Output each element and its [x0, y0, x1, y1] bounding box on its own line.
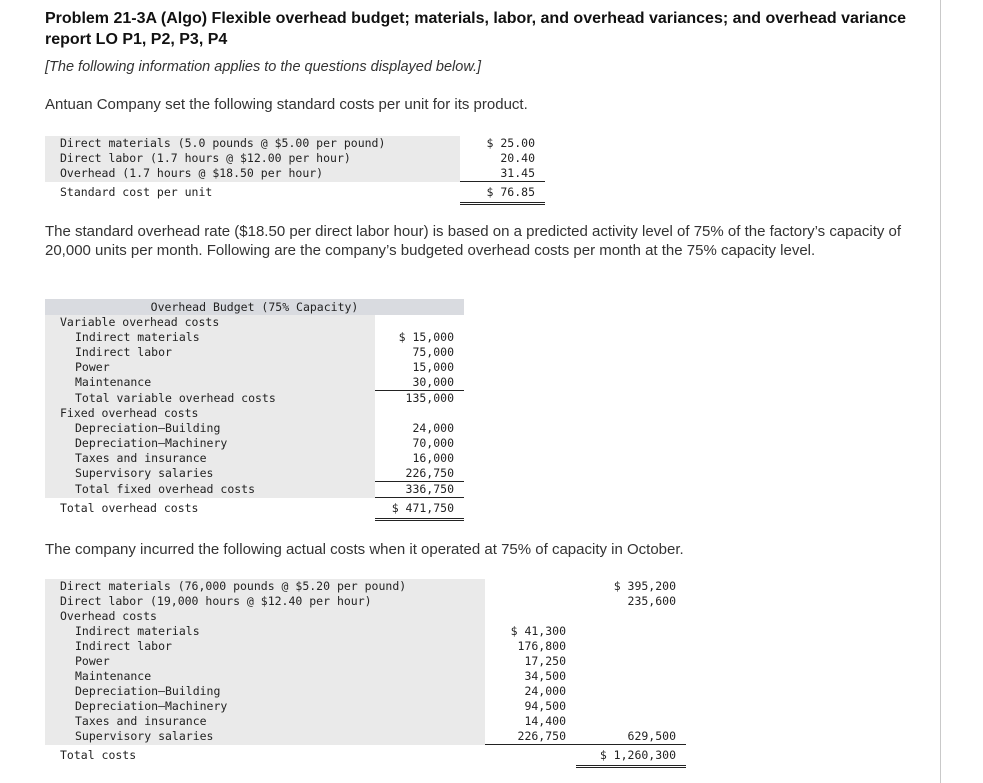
- table-row: [45, 406, 464, 421]
- row-label: Supervisory salaries: [45, 729, 485, 745]
- row-label: Indirect labor: [45, 639, 485, 654]
- subtotal-amount: 135,000: [405, 391, 454, 405]
- table-row: [45, 699, 686, 714]
- standard-cost-table: [45, 136, 545, 205]
- overhead-budget-table: [45, 299, 464, 521]
- row-label: Indirect materials: [45, 330, 375, 345]
- budget-header: Overhead Budget (75% Capacity): [45, 299, 464, 315]
- table-row: [45, 624, 686, 639]
- row-label: Maintenance: [45, 669, 485, 684]
- table-row: [45, 498, 464, 520]
- table-row: [45, 609, 686, 624]
- row-label: Indirect labor: [45, 345, 375, 360]
- total-label: Total costs: [60, 748, 137, 762]
- table-row: [45, 729, 686, 745]
- row-amount: 31.45: [460, 166, 545, 182]
- row-amount: 226,750: [485, 729, 576, 745]
- table-row: [45, 360, 464, 375]
- row-amount: 75,000: [412, 345, 454, 359]
- table-row: [45, 375, 464, 391]
- table-row: [45, 466, 464, 482]
- row-label: Power: [45, 654, 485, 669]
- section-heading: Fixed overhead costs: [45, 406, 375, 421]
- row-label: Depreciation—Machinery: [45, 699, 485, 714]
- row-amount: $ 25.00: [486, 136, 535, 150]
- table-row: [45, 482, 464, 498]
- table-row: [45, 330, 464, 345]
- row-amount: 15,000: [412, 360, 454, 374]
- table-row: [45, 684, 686, 699]
- row-label: Direct labor (19,000 hours @ $12.40 per hour): [45, 594, 485, 609]
- table-row: [45, 714, 686, 729]
- table-row: [45, 745, 686, 767]
- table-row: [45, 421, 464, 436]
- subtotal-amount: 336,750: [375, 482, 464, 498]
- row-label: Power: [45, 360, 375, 375]
- actual-costs-table: [45, 579, 686, 768]
- row-label: Overhead (1.7 hours @ $18.50 per hour): [45, 166, 460, 182]
- table-row: [45, 594, 686, 609]
- total-amount: $ 1,260,300: [576, 745, 686, 767]
- row-label: Direct materials (76,000 pounds @ $5.20 per pound): [45, 579, 485, 594]
- table-header: [45, 299, 464, 315]
- total-amount: $ 471,750: [375, 498, 464, 520]
- row-amount: 17,250: [524, 654, 566, 668]
- row-amount: 24,000: [524, 684, 566, 698]
- row-label: Taxes and insurance: [45, 714, 485, 729]
- row-amount: 30,000: [375, 375, 464, 391]
- row-label: Supervisory salaries: [45, 466, 375, 482]
- row-label: Direct labor (1.7 hours @ $12.00 per hour): [45, 151, 460, 166]
- total-label: Standard cost per unit: [60, 185, 213, 199]
- table-row: [45, 579, 686, 594]
- row-amount: 70,000: [412, 436, 454, 450]
- table-row: [45, 182, 545, 204]
- row-label: Direct materials (5.0 pounds @ $5.00 per pound): [45, 136, 460, 151]
- actual-costs-paragraph: The company incurred the following actual costs when it operated at 75% of capacity in October.: [45, 541, 684, 558]
- row-amount: $ 41,300: [510, 624, 566, 638]
- table-row: [45, 345, 464, 360]
- table-row: [45, 451, 464, 466]
- table-row: [45, 669, 686, 684]
- row-label: Depreciation—Building: [45, 421, 375, 436]
- row-amount: $ 15,000: [398, 330, 454, 344]
- section-heading: Variable overhead costs: [45, 315, 375, 330]
- row-amount: 226,750: [375, 466, 464, 482]
- intro-note: [The following information applies to the questions displayed below.]: [45, 59, 482, 75]
- table-row: [45, 315, 464, 330]
- table-row: [45, 391, 464, 407]
- standard-costs-lead: Antuan Company set the following standard costs per unit for its product.: [45, 96, 528, 113]
- row-amount: 14,400: [524, 714, 566, 728]
- row-amount: 176,800: [517, 639, 566, 653]
- overhead-total-amount: 629,500: [576, 729, 686, 745]
- problem-title: Problem 21-3A (Algo) Flexible overhead budget; materials, labor, and overhead variances; and overhead variance report LO P1, P2, P3, P4: [45, 10, 907, 48]
- row-amount: 235,600: [627, 594, 676, 608]
- overhead-paragraph: The standard overhead rate ($18.50 per direct labor hour) is based on a predicted activity level of 75% of the factory’s capacity of 20,000 units per month. Following are the company’s budgeted overhead costs per month at the 75% capacity level.: [45, 223, 902, 259]
- table-row: [45, 151, 545, 166]
- row-label: Indirect materials: [45, 624, 485, 639]
- row-label: Taxes and insurance: [45, 451, 375, 466]
- table-row: [45, 166, 545, 182]
- row-amount: 94,500: [524, 699, 566, 713]
- table-row: [45, 436, 464, 451]
- row-amount: 24,000: [412, 421, 454, 435]
- subtotal-label: Total variable overhead costs: [45, 391, 375, 407]
- row-amount: 16,000: [412, 451, 454, 465]
- row-amount: 20.40: [500, 151, 535, 165]
- row-label: Depreciation—Machinery: [45, 436, 375, 451]
- row-amount: $ 395,200: [613, 579, 676, 593]
- subtotal-label: Total fixed overhead costs: [45, 482, 375, 498]
- total-amount: $ 76.85: [460, 182, 545, 204]
- table-row: [45, 136, 545, 151]
- section-heading: Overhead costs: [45, 609, 485, 624]
- total-label: Total overhead costs: [60, 501, 199, 515]
- row-label: Depreciation—Building: [45, 684, 485, 699]
- table-row: [45, 639, 686, 654]
- table-row: [45, 654, 686, 669]
- row-amount: 34,500: [524, 669, 566, 683]
- row-label: Maintenance: [45, 375, 375, 391]
